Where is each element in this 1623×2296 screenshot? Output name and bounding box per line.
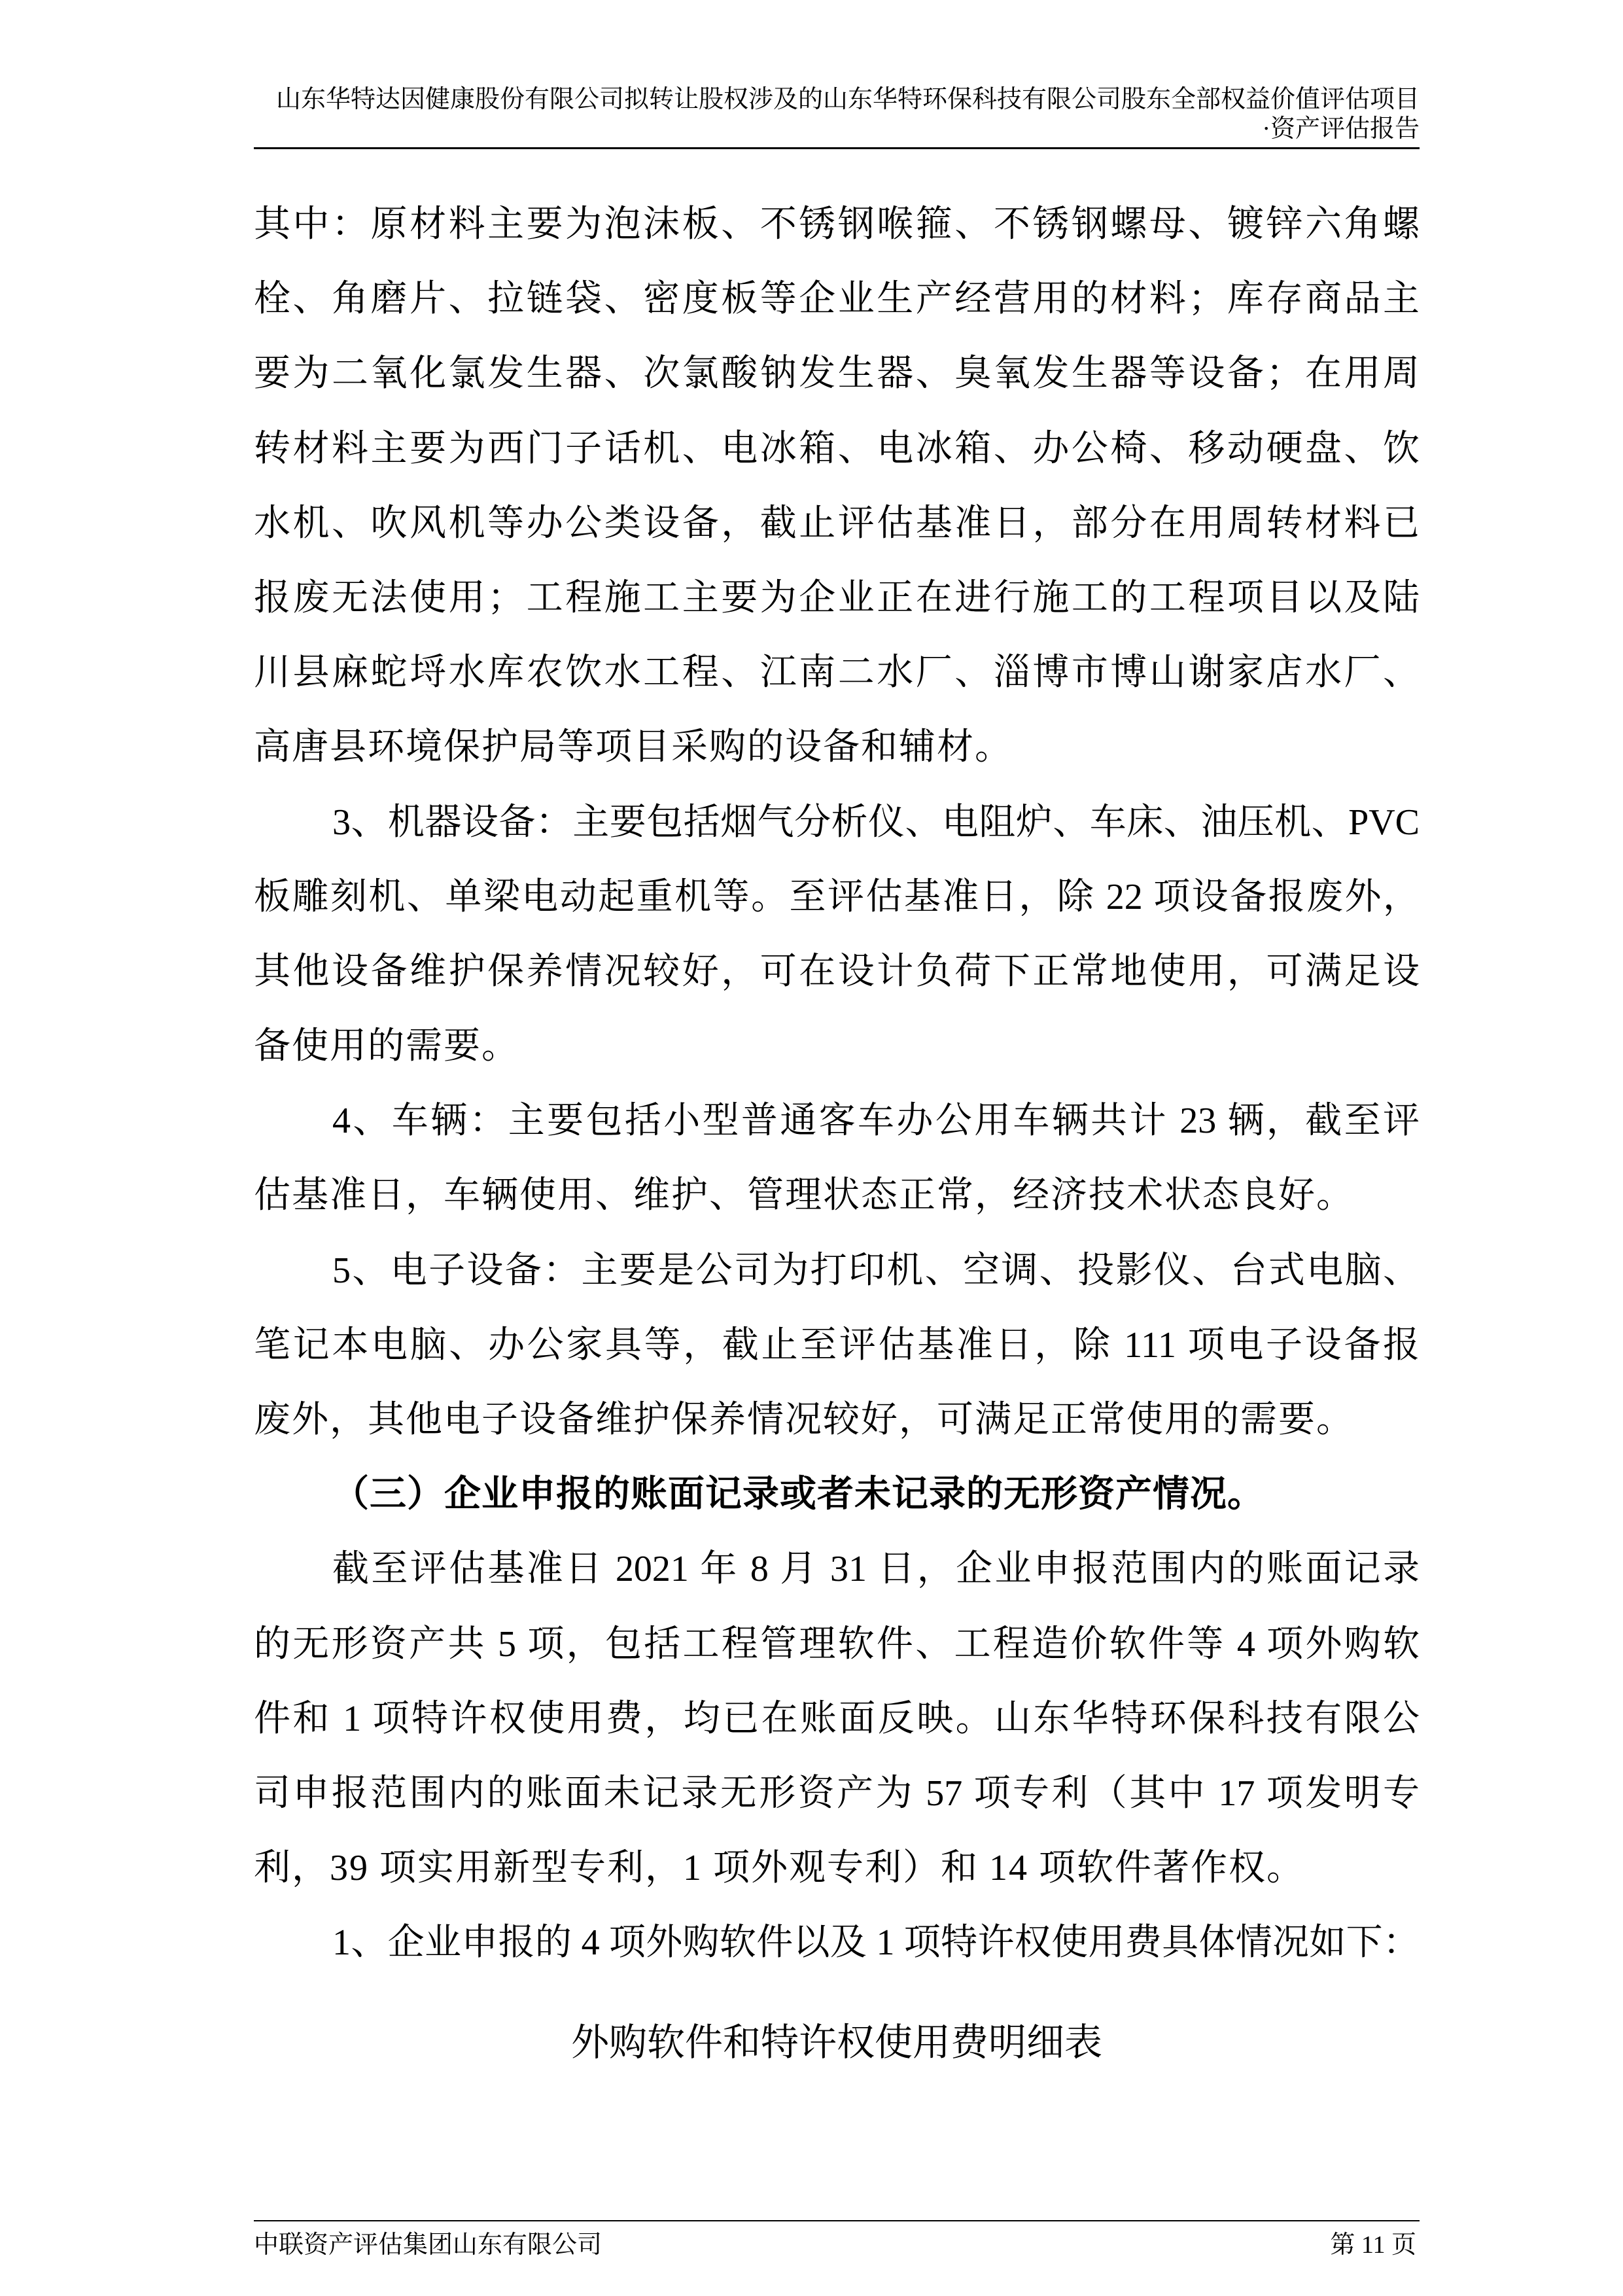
- text-line: 的无形资产共 5 项，包括工程管理软件、工程造价软件等 4 项外购软: [254, 1623, 1420, 1665]
- text-line: 板雕刻机、单梁电动起重机等。至评估基准日，除 22 项设备报废外，: [254, 876, 1420, 917]
- paragraph-machinery: [254, 785, 1420, 1084]
- text-line: 1、企业申报的 4 项外购软件以及 1 项特许权使用费具体情况如下：: [332, 1922, 1420, 1964]
- text-line: 件和 1 项特许权使用费，均已在账面反映。山东华特环保科技有限公: [254, 1698, 1420, 1739]
- text-line: 废外，其他电子设备维护保养情况较好，可满足正常使用的需要。: [254, 1400, 1354, 1440]
- paragraph-inventory: [254, 187, 1420, 785]
- text-line: 4、车辆：主要包括小型普通客车办公用车辆共计 23 辆，截至评: [332, 1101, 1420, 1142]
- footer-rule: [254, 2220, 1420, 2221]
- paragraph-software-intro: [254, 1905, 1420, 1980]
- text-line: 5、电子设备：主要是公司为打印机、空调、投影仪、台式电脑、: [332, 1250, 1420, 1291]
- body-text: [254, 187, 1420, 1981]
- running-header: [254, 85, 1420, 144]
- paragraph-electronics: [254, 1233, 1420, 1458]
- header-rule: [254, 147, 1420, 149]
- text-line: 截至评估基准日 2021 年 8 月 31 日，企业申报范围内的账面记录: [332, 1549, 1420, 1590]
- text-line: 3、机器设备：主要包括烟气分析仪、电阻炉、车床、油压机、PVC: [332, 802, 1420, 843]
- text-line: 笔记本电脑、办公家具等，截止至评估基准日，除 111 项电子设备报: [254, 1324, 1420, 1366]
- text-line: 司申报范围内的账面未记录无形资产为 57 项专利（其中 17 项发明专: [254, 1773, 1420, 1814]
- text-line: 高唐县环境保护局等项目采购的设备和辅材。: [254, 727, 1013, 768]
- text-line: 利，39 项实用新型专利，1 项外观专利）和 14 项软件著作权。: [254, 1848, 1304, 1889]
- text-line: 水机、吹风机等办公类设备，截止评估基准日，部分在用周转材料已: [254, 503, 1420, 544]
- text-line: 要为二氧化氯发生器、次氯酸钠发生器、臭氧发生器等设备；在用周: [254, 353, 1420, 395]
- header-subtitle: ·资产评估报告: [1262, 115, 1420, 143]
- text-line: 报废无法使用；工程施工主要为企业正在进行施工的工程项目以及陆: [254, 577, 1420, 618]
- text-line: 其他设备维护保养情况较好，可在设计负荷下正常地使用，可满足设: [254, 951, 1420, 992]
- text-line: 其中：原材料主要为泡沫板、不锈钢喉箍、不锈钢螺母、镀锌六角螺: [254, 204, 1420, 245]
- page-number: 第 11 页: [1330, 2231, 1416, 2259]
- table-title: 外购软件和特许权使用费明细表: [570, 2021, 1102, 2064]
- section-heading: （三）企业申报的账面记录或者未记录的无形资产情况。: [332, 1474, 1265, 1515]
- paragraph-vehicles: [254, 1084, 1420, 1233]
- running-footer: [254, 2231, 1420, 2259]
- header-title: 山东华特达因健康股份有限公司拟转让股权涉及的山东华特环保科技有限公司股东全部权益价值评估项目: [275, 86, 1420, 113]
- footer-company: 中联资产评估集团山东有限公司: [254, 2231, 602, 2259]
- text-line: 备使用的需要。: [254, 1026, 519, 1067]
- text-line: 估基准日，车辆使用、维护、管理状态正常，经济技术状态良好。: [254, 1175, 1354, 1216]
- text-line: 川县麻蛇埒水库农饮水工程、江南二水厂、淄博市博山谢家店水厂、: [254, 652, 1420, 694]
- paragraph-intangible-assets: [254, 1532, 1420, 1905]
- text-line: 栓、角磨片、拉链袋、密度板等企业生产经营用的材料；库存商品主: [254, 279, 1420, 320]
- text-line: 转材料主要为西门子话机、电冰箱、电冰箱、办公椅、移动硬盘、饮: [254, 428, 1420, 469]
